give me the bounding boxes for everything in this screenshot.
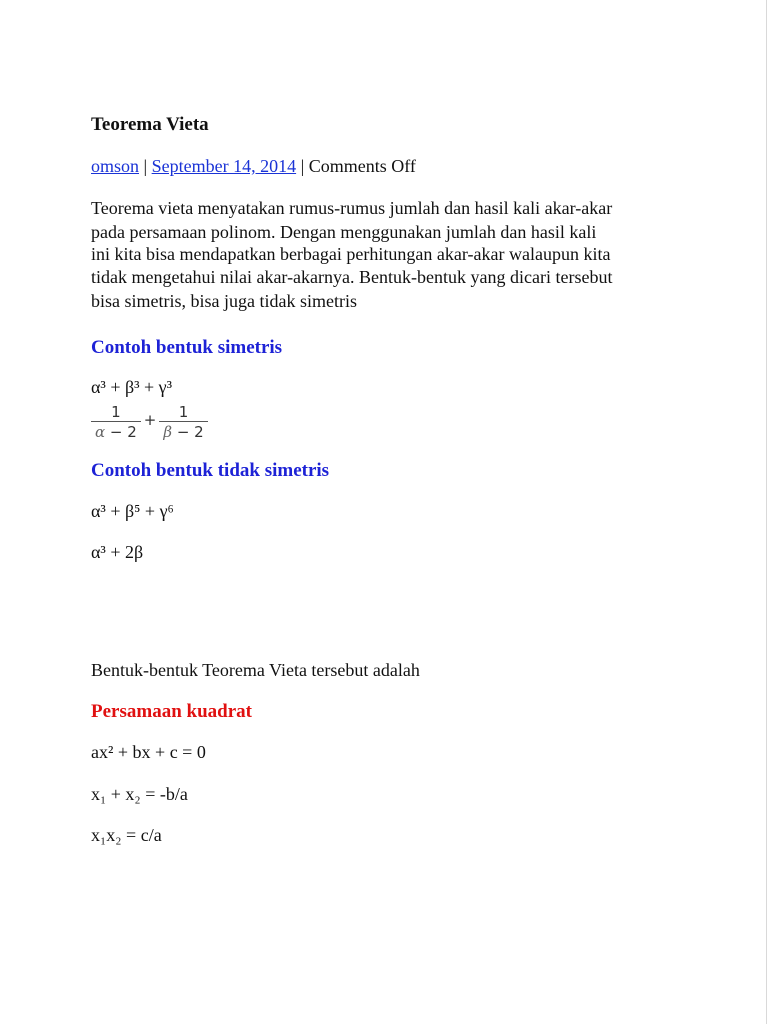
intro-line: Teorema vieta menyatakan rumus-rumus jumlah dan hasil kali akar-akar xyxy=(91,198,613,218)
quadratic-heading: Persamaan kuadrat xyxy=(91,701,252,722)
fraction-beta xyxy=(159,403,207,441)
fraction-alpha xyxy=(91,403,141,441)
asymmetric-formula-1: α³ + β⁵ + γ⁶ xyxy=(91,501,174,521)
article-body xyxy=(91,112,691,847)
comments-status: Comments Off xyxy=(308,156,416,176)
denominator-rest: − 2 xyxy=(105,423,137,441)
beta-symbol: β xyxy=(163,423,173,441)
plus-sign: + xyxy=(143,411,157,429)
fraction-formula xyxy=(91,403,691,441)
asymmetric-heading: Contoh bentuk tidak simetris xyxy=(91,460,330,481)
sum-of-roots: x₁ + x₂ = -b/a xyxy=(91,784,188,804)
fraction-numerator: 1 xyxy=(111,403,121,421)
asymmetric-formula-2: α³ + 2β xyxy=(91,542,144,562)
intro-paragraph xyxy=(91,196,691,313)
section-intro: Bentuk-bentuk Teorema Vieta tersebut adalah xyxy=(91,660,420,680)
intro-line: ini kita bisa mendapatkan berbagai perhitungan akar-akar walaupun kita xyxy=(91,244,611,264)
alpha-symbol: α xyxy=(95,423,106,441)
symmetric-formula: α³ + β³ + γ³ xyxy=(91,377,173,397)
article-title: Teorema Vieta xyxy=(91,114,209,135)
article-meta xyxy=(91,153,691,179)
meta-separator: | xyxy=(139,156,152,176)
denominator-rest: − 2 xyxy=(172,423,204,441)
fraction-denominator xyxy=(159,421,207,441)
fraction-denominator xyxy=(91,421,141,441)
intro-line: bisa simetris, bisa juga tidak simetris xyxy=(91,291,357,311)
fraction-numerator: 1 xyxy=(178,403,189,421)
date-link[interactable]: September 14, 2014 xyxy=(151,156,297,176)
symmetric-heading: Contoh bentuk simetris xyxy=(91,337,283,358)
meta-separator: | xyxy=(296,156,309,176)
product-of-roots: x₁x₂ = c/a xyxy=(91,825,162,845)
intro-line: tidak mengetahui nilai akar-akarnya. Bentuk-bentuk yang dicari tersebut xyxy=(91,267,613,287)
quadratic-equation: ax² + bx + c = 0 xyxy=(91,742,206,762)
intro-line: pada persamaan polinom. Dengan menggunakan jumlah dan hasil kali xyxy=(91,222,597,242)
author-link[interactable]: omson xyxy=(91,156,140,176)
